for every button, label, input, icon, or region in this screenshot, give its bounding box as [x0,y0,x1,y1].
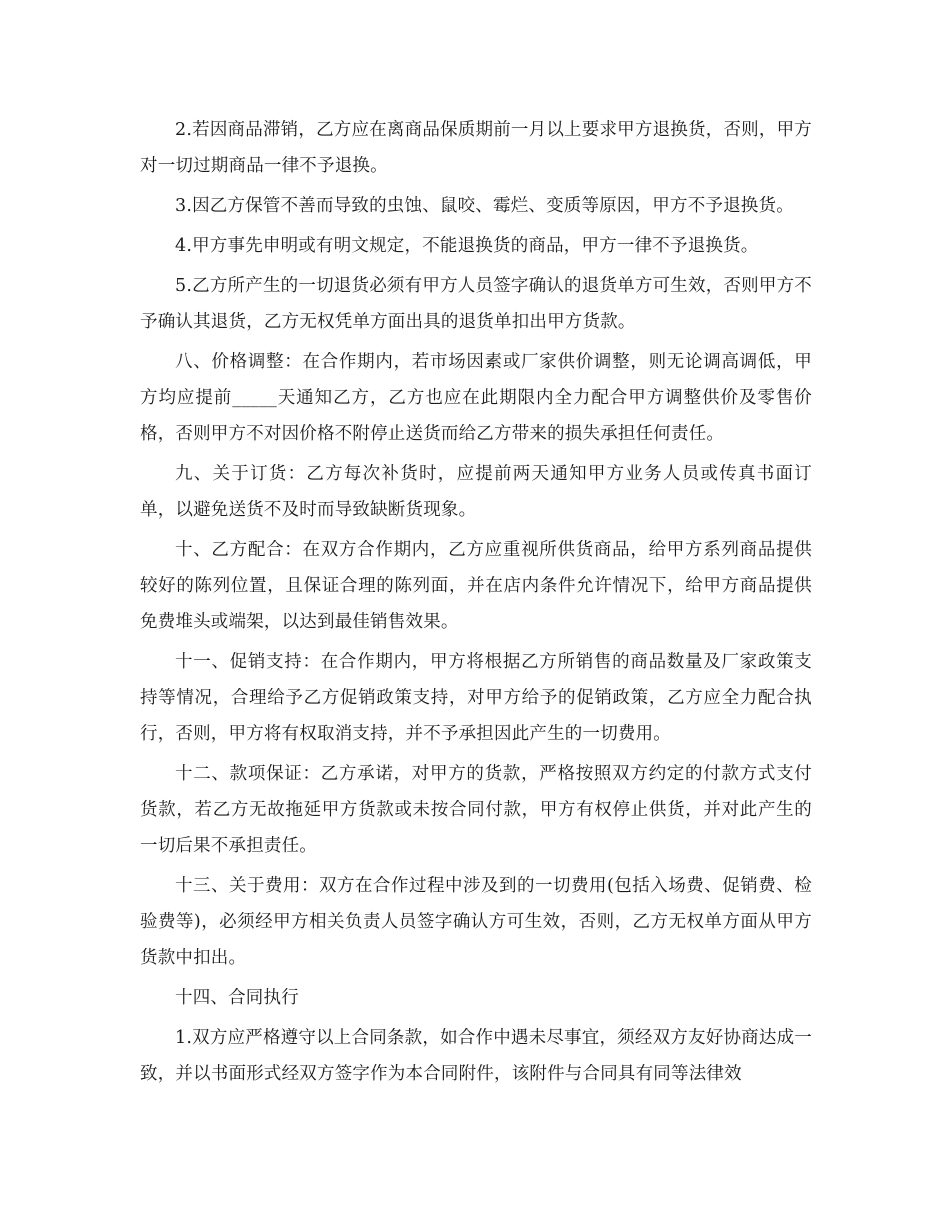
paragraph-fees: 十三、关于费用：双方在合作过程中涉及到的一切费用(包括入场费、促销费、检验费等)，必须经甲方相关负责人员签字确认方可生效，否则，乙方无权单方面从甲方货款中扣出。 [140,876,812,968]
paragraph-payment-guarantee: 十二、款项保证：乙方承诺，对甲方的货款，严格按照双方约定的付款方式支付货款，若乙方无故拖延甲方货款或未按合同付款，甲方有权停止供货，并对此产生的一切后果不承担责任。 [140,764,812,856]
paragraph-ordering: 九、关于订货：乙方每次补货时，应提前两天通知甲方业务人员或传真书面订单，以避免送货不及时而导致缺断货现象。 [140,464,812,520]
paragraph-contract-execution-heading: 十四、合同执行 [175,988,299,1008]
paragraph-cooperation: 十、乙方配合：在双方合作期内，乙方应重视所供货商品，给甲方系列商品提供较好的陈列位置，且保证合理的陈列面，并在店内条件允许情况下，给甲方商品提供免费堆头或端架，以达到最佳销售效果。 [140,540,812,632]
paragraph-non-returnable: 4.甲方事先申明或有明文规定，不能退换货的商品，甲方一律不予退换货。 [175,236,759,256]
paragraph-storage-damage: 3.因乙方保管不善而导致的虫蚀、鼠咬、霉烂、变质等原因，甲方不予退换货。 [175,196,794,216]
paragraph-contract-execution-1: 1.双方应严格遵守以上合同条款，如合作中遇未尽事宜，须经双方友好协商达成一致，并以书面形式经双方签字作为本合同附件，该附件与合同具有同等法律效 [140,1028,812,1084]
paragraph-promotion-support: 十一、促销支持：在合作期内，甲方将根据乙方所销售的商品数量及厂家政策支持等情况，合理给予乙方促销政策支持，对甲方给予的促销政策，乙方应全力配合执行，否则，甲方将有权取消支持，并不予承担因此产生的一切费用。 [140,652,812,744]
paragraph-return-confirmation: 5.乙方所产生的一切退货必须有甲方人员签字确认的退货单方可生效，否则甲方不予确认其退货，乙方无权凭单方面出具的退货单扣出甲方货款。 [140,276,812,332]
paragraph-price-adjustment: 八、价格调整：在合作期内，若市场因素或厂家供价调整，则无论调高调低，甲方均应提前_____天通知乙方，乙方也应在此期限内全力配合甲方调整供价及零售价格，否则甲方不对因价格不附停止送货而给乙方带来的损失承担任何责任。 [140,352,812,444]
paragraph-return-unsold: 2.若因商品滞销，乙方应在离商品保质期前一月以上要求甲方退换货，否则，甲方对一切过期商品一律不予退换。 [140,120,812,176]
document-body [140,112,812,1096]
